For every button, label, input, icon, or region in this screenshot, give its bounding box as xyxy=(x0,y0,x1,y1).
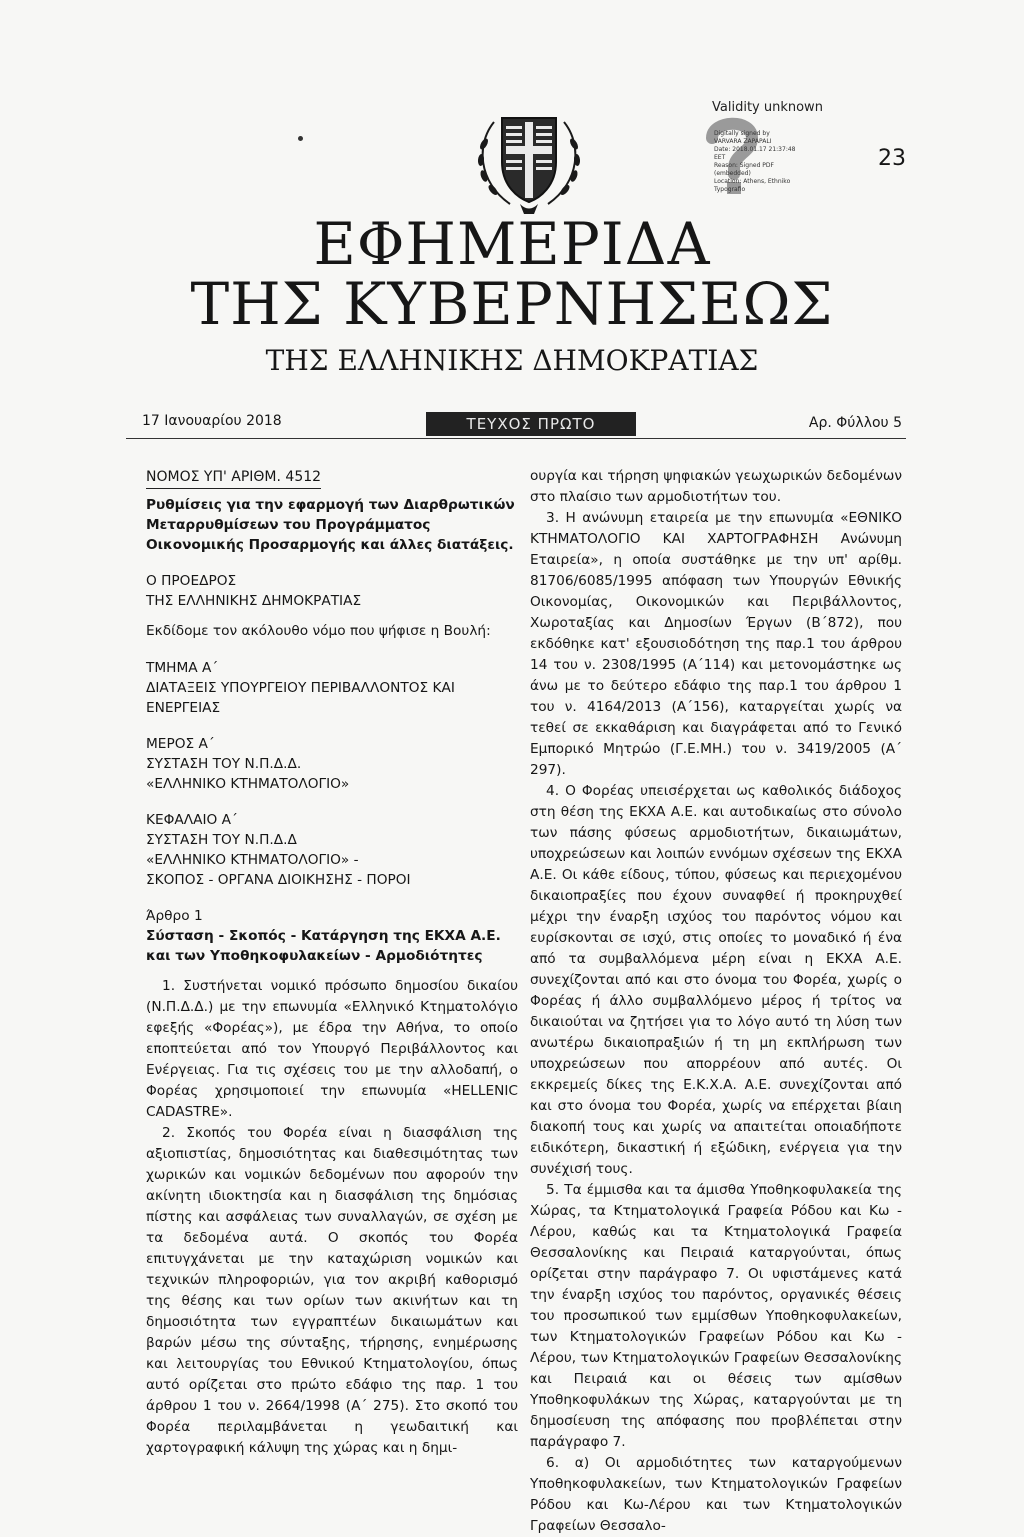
right-column xyxy=(530,466,902,1537)
article-label: Άρθρο 1 xyxy=(146,908,203,924)
president-heading: Ο ΠΡΟΕΔΡΟΣ xyxy=(146,573,237,589)
signature-line: Location: Athens, Ethniko xyxy=(714,178,791,185)
law-subtitle: Ρυθμίσεις για την εφαρμογή των Διαρθρωτικών Μεταρρυθμίσεων του Προγράμματος Οικονομικής Προσαρμογής και άλλες διατάξεις. xyxy=(146,497,515,553)
digital-signature-stamp xyxy=(676,100,823,200)
president-heading-2: ΤΗΣ ΕΛΛΗΝΙΚΗΣ ΔΗΜΟΚΡΑΤΙΑΣ xyxy=(146,593,362,609)
page-number: 23 xyxy=(878,146,906,171)
signature-line: Reason: Signed PDF xyxy=(714,162,774,169)
signature-line: VARVARA ZAPAPALI xyxy=(714,138,772,145)
paragraph-4: 4. Ο Φορέας υπεισέρχεται ως καθολικός διάδοχος στη θέση της ΕΚΧΑ Α.Ε. και αυτοδικαίως στο σύνολο των πάσης φύσεως αρμοδιοτήτων, δικαιωμάτων, υποχρεώσεων και λοιπών εννόμων σχέσεων της ΕΚΧΑ Α.Ε. Οι κάθε είδους, τύπου, φύσεως και περιεχομένου δικαιοπραξίες που έχουν συναφθεί ή προκηρυχθεί μέχρι την έναρξη ισχύος του παρόντος νόμου και ευρίσκονται σε ισχύ, στις οποίες το μοναδικό ή ένα από τα συμβαλλόμενα μέρη είναι η ΕΚΧΑ Α.Ε. συνεχίζονται από και στο όνομα του Φορέα, χωρίς ο Φορέας ή άλλο συμβαλλόμενο μέρος ή τρίτος να δικαιούται να ζητήσει για το λόγο αυτό τη λύση των ανωτέρω δικαιοπραξιών ή τη μη εκπλήρωση των υποχρεώσεων που απορρέουν από αυτές. Οι εκκρεμείς δίκες της Ε.Κ.Χ.Α. Α.Ε. συνεχίζονται από και στο όνομα του Φορέα, χωρίς να επέρχεται βίαιη διακοπή τους και χωρίς να απαιτείται οποιαδήποτε ειδικότερη, δικαστική ή εξώδικη, ενέργεια για την συνέχισή τους. xyxy=(530,783,902,1177)
masthead-title-line1: ΕΦΗΜΕΡΙΔΑ xyxy=(313,210,711,278)
paragraph-6: 6. α) Οι αρμοδιότητες των καταργούμενων Υποθηκοφυλακείων, των Κτηματολογικών Γραφείων Ρόδου και Κω-Λέρου και των Κτηματολογικών Γραφείων Θεσσαλο- xyxy=(530,1455,902,1534)
issue-series-badge: ΤΕΥΧΟΣ ΠΡΩΤΟ xyxy=(426,412,636,436)
issue-sheet-number: Αρ. Φύλλου 5 xyxy=(808,415,902,431)
issue-date: 17 Ιανουαρίου 2018 xyxy=(142,413,282,429)
signature-line: Date: 2018.01.17 21:37:48 xyxy=(714,146,796,153)
masthead-title-line2: ΤΗΣ ΚΥΒΕΡΝΗΣΕΩΣ xyxy=(190,270,834,338)
signature-validity: Validity unknown xyxy=(712,100,823,115)
paragraph-1: 1. Συστήνεται νομικό πρόσωπο δημοσίου δικαίου (Ν.Π.Δ.Δ.) με την επωνυμία «Ελληνικό Κτηματολόγιο εφεξής «Φορέας»), με έδρα την Αθήνα, το οποίο εποπτεύεται από τον Υπουργό Περιβάλλοντος και Ενέργειας. Για τις σχέσεις του με την αλλοδαπή, ο Φορέας χρησιμοποιεί την επωνυμία «HELLENIC CADASTRE». xyxy=(146,978,518,1120)
part-title: ΣΥΣΤΑΣΗ ΤΟΥ Ν.Π.Δ.Δ. xyxy=(146,756,302,772)
signature-details xyxy=(714,130,795,194)
paragraph-continued: ουργία και τήρηση ψηφιακών γεωχωρικών δεδομένων στο πλαίσιο των αρμοδιοτήτων του. xyxy=(530,468,902,505)
part-title-2: «ΕΛΛΗΝΙΚΟ ΚΤΗΜΑΤΟΛΟΓΙΟ» xyxy=(146,776,350,792)
scan-speck xyxy=(298,136,303,141)
chapter-title-2: «ΕΛΛΗΝΙΚΟ ΚΤΗΜΑΤΟΛΟΓΙΟ» - xyxy=(146,852,359,868)
paragraph-5: 5. Τα έμμισθα και τα άμισθα Υποθηκοφυλακεία της Χώρας, τα Κτηματολογικά Γραφεία Ρόδου και Κω - Λέρου, καθώς και τα Κτηματολογικά Γραφεία Θεσσαλονίκης και Πειραιά καταργούνται, όπως ορίζεται στην παράγραφο 7. Οι υφιστάμενες κατά την έναρξη ισχύος του παρόντος, οργανικές θέσεις του προσωπικού των εμμίσθων Υποθηκοφυλακείων, των Κτηματολογικών Γραφείων Ρόδου και Κω - Λέρου, των Κτηματολογικών Γραφείων Θεσσαλονίκης και Πειραιά και οι θέσεις των αμίσθων Υποθηκοφυλάκων της Χώρας, καταργούνται με τη δημοσίευση της απόφασης που προβλέπεται στην παράγραφο 7. xyxy=(530,1182,902,1450)
section-heading: ΤΜΗΜΑ Α΄ xyxy=(146,660,219,676)
promulgation-text: Εκδίδομε τον ακόλουθο νόμο που ψήφισε η Βουλή: xyxy=(146,623,491,639)
chapter-title-3: ΣΚΟΠΟΣ - ΟΡΓΑΝΑ ΔΙΟΙΚΗΣΗΣ - ΠΟΡΟΙ xyxy=(146,872,411,888)
signature-line: Digitally signed by xyxy=(714,130,770,137)
part-heading: ΜΕΡΟΣ Α΄ xyxy=(146,736,215,752)
greek-coat-of-arms-icon xyxy=(470,100,588,218)
article-title: Σύσταση - Σκοπός - Κατάργηση της ΕΚΧΑ Α.Ε. και των Υποθηκοφυλακείων - Αρμοδιότητες xyxy=(146,928,501,964)
paragraph-3: 3. Η ανώνυμη εταιρεία με την επωνυμία «ΕΘΝΙΚΟ ΚΤΗΜΑΤΟΛΟΓΙΟ ΚΑΙ ΧΑΡΤΟΓΡΑΦΗΣΗ Ανώνυμη Εταιρεία», η οποία συστάθηκε με την υπ' αρίθμ. 81706/6085/1995 απόφαση των Υπουργών Εθνικής Οικονομίας, Οικονομικών και Περιβάλλοντος, Χωροταξίας και Δημοσίων Έργων (Β΄872), που εκδόθηκε κατ' εξουσιοδότηση της παρ.1 του άρθρου 14 του ν. 2308/1995 (Α΄114) και μετονομάστηκε ως άνω με το δεύτερο εδάφιο της παρ.1 του άρθρου 1 του ν. 4164/2013 (Α΄156), καταργείται χωρίς να τεθεί σε εκκαθάριση και διαγράφεται από το Γενικό Εμπορικό Μητρώο (Γ.Ε.ΜΗ.) του ν. 3419/2005 (Α΄ 297). xyxy=(530,510,902,778)
left-column xyxy=(146,466,518,1459)
masthead-subtitle: ΤΗΣ ΕΛΛΗΝΙΚΗΣ ΔΗΜΟΚΡΑΤΙΑΣ xyxy=(265,344,759,377)
chapter-heading: ΚΕΦΑΛΑΙΟ Α΄ xyxy=(146,812,238,828)
section-title: ΔΙΑΤΑΞΕΙΣ ΥΠΟΥΡΓΕΙΟΥ ΠΕΡΙΒΑΛΛΟΝΤΟΣ ΚΑΙ ΕΝΕΡΓΕΙΑΣ xyxy=(146,680,455,716)
law-title: ΝΟΜΟΣ ΥΠ' ΑΡΙΘΜ. 4512 xyxy=(146,467,321,489)
signature-line: Typografio xyxy=(714,186,746,193)
paragraph-2: 2. Σκοπός του Φορέα είναι η διασφάλιση της αξιοπιστίας, δημοσιότητας και διαθεσιμότητας των χωρικών και νομικών δεδομένων που αφορούν την ακίνητη ιδιοκτησία και η διασφάλιση της δημόσιας πίστης και ασφάλειας των συναλλαγών, σε σχέση με τα δεδομένα αυτά. Ο σκοπός του Φορέα επιτυγχάνεται με την καταχώριση νομικών και τεχνικών πληροφοριών, για τον ακριβή καθορισμό της θέσης και των ορίων των ακινήτων και τη δημοσιότητα των εγγραπτέων δικαιωμάτων και βαρών μέσω της σύνταξης, τήρησης, ενημέρωσης και λειτουργίας του Εθνικού Κτηματολογίου, όπως αυτό ορίζεται στο πρώτο εδάφιο της παρ. 1 του άρθρου 1 του ν. 2664/1998 (Α΄ 275). Στο σκοπό του Φορέα περιλαμβάνεται η γεωδαιτική και χαρτογραφική κάλυψη της χώρας και η δημι- xyxy=(146,1125,518,1456)
issue-info-bar xyxy=(126,412,906,439)
signature-line: EET xyxy=(714,154,726,161)
signature-line: (embedded) xyxy=(714,170,751,177)
chapter-title: ΣΥΣΤΑΣΗ ΤΟΥ Ν.Π.Δ.Δ xyxy=(146,832,297,848)
